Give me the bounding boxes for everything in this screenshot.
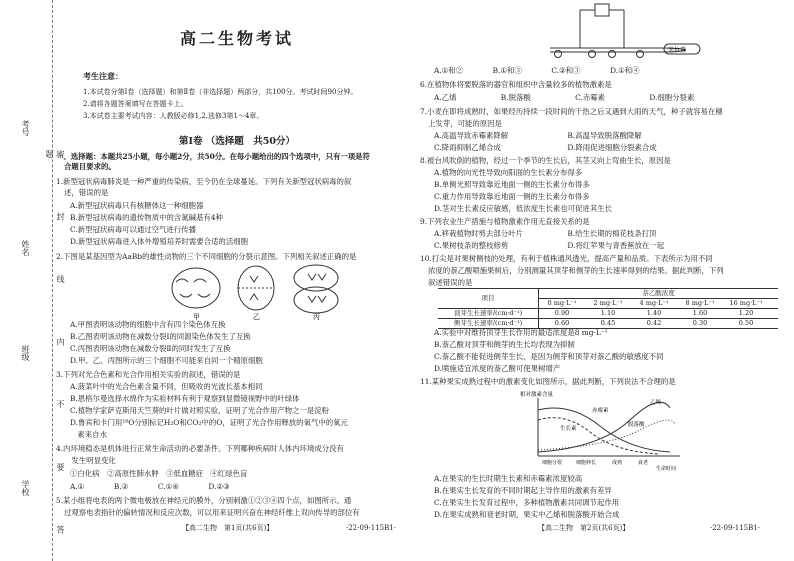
- option: C.在果实生长发育过程中，多种植物激素共同调节起作用: [434, 498, 620, 507]
- class-label: 班级: [21, 345, 30, 361]
- question-9: 9.下列农业生产措施与植物激素作用无直接关系的是: [420, 217, 590, 226]
- option: B.乙图表明该动物在减数分裂Ⅰ的同源染色体发生了互换: [70, 332, 251, 341]
- option: B.新型冠状病毒的遗传物质中的含氮碱基有4种: [70, 213, 223, 222]
- option: D.新型冠状病毒进入体外增殖培养时需要合适的活细胞: [70, 237, 248, 246]
- nerve-electrode-figure: [540, 2, 720, 60]
- question-6: 6.在植物体将要脱落的器官和组织中含量较多的植物激素是: [420, 80, 612, 89]
- table-cell: 0.30: [692, 319, 708, 327]
- option: A.甲图表明该动物的细胞中含有四个染色体互换: [70, 320, 226, 329]
- option: 素来自水: [70, 430, 107, 439]
- option: A.新型冠状病毒只有核糖体这一种细胞器: [70, 201, 204, 210]
- footer-page: 【高二生物 第2页(共6页)】: [538, 524, 630, 532]
- fig-label: 甲: [193, 313, 200, 320]
- curve-label: 赤霉素: [592, 408, 609, 414]
- section-heading: 第Ⅰ卷 （选择题 共50分）: [179, 136, 295, 147]
- question-11: 11.某种果实成熟过程中的激素变化如图所示，据此判断，下列说法不合理的是: [420, 377, 676, 386]
- notice-line: 3.本试卷主要考试内容：人教版必修1,2,选修3第1～4章。: [83, 112, 264, 120]
- question-10: 浓度的萘乙酸喷施果树后，分别测量其顶芽和侧芽的生长速率得到的结果。据此判断，下列: [428, 266, 724, 275]
- instruction: 合题目要求的。: [64, 162, 116, 171]
- table-cell: 1.40: [646, 309, 662, 317]
- question-5: 过观察电表指针的偏转情况和反应次数，可以用来证明兴奋在神经纤维上双向传导的部位有: [64, 508, 360, 517]
- table-cell: 1.10: [600, 309, 616, 317]
- y-axis-label: 相对激素含量: [520, 392, 554, 398]
- page-title: 高二生物考试: [179, 29, 294, 48]
- question-5: 5.某小组将电表的两个微电极放在神经元的膜外，分别刺激①②③④四个点，如图所示。通: [56, 496, 352, 505]
- option: A.在果实的生长时期生长素和赤霉素浓度较高: [434, 474, 583, 483]
- option: D.甲、乙、丙图所示的三个细胞不可能来自同一个精原细胞: [70, 356, 263, 365]
- option: B.单侧光照导致靠近地面一侧的生长素分布得多: [434, 180, 590, 189]
- table-col-headers: [539, 299, 778, 308]
- x-label: 成熟: [612, 460, 623, 466]
- question-4: 发生明显变化: [64, 456, 116, 465]
- table-col-header: 0 mg·L⁻¹: [547, 299, 577, 307]
- curve-label: 脱落酸: [628, 422, 645, 428]
- curve-label: 乙烯: [650, 400, 662, 406]
- table-cell: 1.20: [738, 309, 754, 317]
- question-10: 10.打尖是对果树侧枝的处理，有利于植株通风透光，提高产量和品质。下表所示为用不同: [420, 254, 713, 263]
- table-cell: 0.42: [646, 319, 662, 327]
- fig-label: 丙: [313, 313, 320, 320]
- question-4: 4.内环境稳态是机体进行正常生命活动的必要条件。下列哪种疾病时人体内环境成分没有: [56, 444, 344, 453]
- question-2: 2.下图是某基因型为AaBb的雄性动物的三个不同细胞的分裂示意图。下列相关叙述正确的是: [56, 252, 357, 261]
- question-4-items: ①白化病 ②高原性肺水肿 ③低血糖症 ④红绿色盲: [70, 469, 248, 478]
- option: C.新型冠状病毒可以通过空气进行传播: [70, 225, 196, 234]
- question-1: 1.新型冠状病毒肺炎是一种严重的传染病，至今仍在全球蔓延。下列有关新型冠状病毒的叙: [56, 177, 352, 186]
- meter-icon: [595, 4, 609, 16]
- table-col-header: 2 mg·L⁻¹: [593, 299, 623, 307]
- table-col-header: 4 mg·L⁻¹: [639, 299, 669, 307]
- question-7: 7.小麦在即将成熟时，如果经历持续一段时间的干热之后又遇到大雨的天气，种子就容易在穗: [420, 107, 723, 116]
- option: A.植物的向光性导致向阳面的生长素分布得多: [434, 168, 583, 177]
- figure-label: 坐位置: [668, 47, 687, 54]
- question-4-options: A.① B.② C.①④ D.②③: [70, 482, 230, 491]
- instruction: 一、选择题：本题共25小题，每小题2分，共50分。在每小题给出的四个选项中，只有一项是符: [56, 152, 370, 161]
- table-cell: 0.90: [554, 309, 570, 317]
- x-label: 衰老: [638, 460, 649, 466]
- cell-jia: [172, 268, 220, 308]
- option: B.恩格尔曼选择水绵作为实验材料有利于观察到显微镜视野中的叶绿体: [70, 394, 300, 403]
- name-label: 姓名: [21, 240, 30, 256]
- option: D.在果实成熟和衰老时期，果实中乙烯和脱落酸开始合成: [434, 510, 620, 519]
- option: C.丙图表明该动物在减数分裂Ⅱ的同时发生了互换: [70, 344, 231, 353]
- table-project-header: 项目: [438, 289, 539, 308]
- page-1: [56, 0, 418, 561]
- row-label: 顶芽生长速率/(cm·d⁻¹): [438, 309, 539, 318]
- question-8: 8.被台风吹倒的植物，经过一个季节的生长后，其茎又向上弯曲生长，原因是: [420, 156, 671, 165]
- footer-page: 【高二生物 第1页(共6页)】: [182, 524, 274, 532]
- question-10: 叙述错误的是: [428, 278, 473, 287]
- footer-code: ·22-09-115B1·: [710, 524, 760, 532]
- notice-title: 考生注意：: [83, 71, 123, 81]
- option: A.移栽植物时剪去部分叶片 B.给生长期的棉花枝条打顶: [434, 229, 657, 238]
- page-2: [420, 0, 788, 561]
- table-col-header: 8 mg·L⁻¹: [685, 299, 715, 307]
- x-label: 细胞分裂: [542, 460, 563, 466]
- cell-division-figure: [166, 264, 346, 320]
- table-cell: 0.45: [600, 319, 616, 327]
- option: A.菠菜叶中的光合色素含量不同，但吸收的光波长基本相同: [70, 382, 263, 391]
- question-7: 上发芽，可能的原因是: [428, 119, 502, 128]
- kaohao-label: 考号: [21, 120, 30, 136]
- fig-label: 乙: [253, 313, 260, 320]
- school-label: 学校: [21, 480, 30, 496]
- option: A.实验中对维持顶芽生长作用的最适浓度是8 mg·L⁻¹: [434, 328, 608, 337]
- footer-code: ·22-09-115B1·: [346, 524, 396, 532]
- table-cell: 0.50: [738, 319, 754, 327]
- question-3: 3.下列对光合色素和光合作用相关实验的叙述，错误的是: [56, 370, 241, 379]
- question-1: 述，错误的是: [64, 188, 109, 197]
- option: D.喷施适宜浓度的萘乙酸可使果树增产: [434, 364, 561, 373]
- notice-line: 1.本试卷分第Ⅰ卷（选择题）和第Ⅱ卷（非选择题）两部分，共100分。考试时间90分钟。: [83, 88, 358, 96]
- curve-gibberellin: [538, 408, 670, 452]
- x-axis-end: 生命时间: [656, 466, 677, 472]
- option: B.萘乙酸对顶芽和侧芽的生长均表现为抑制: [434, 340, 575, 349]
- notice-line: 2.请将各题答案填写在答题卡上。: [83, 100, 188, 108]
- option: C.植物学家萨克斯用天竺葵的叶片做对照实验，证明了光合作用产物之一是淀粉: [70, 406, 330, 415]
- option: A.乙烯 B.脱落酸 C.赤霉素 D.细胞分裂素: [434, 93, 695, 102]
- option: D.茎对生长素反应敏感，低浓度生长素也可促进其生长: [434, 204, 612, 213]
- table-row: [438, 309, 778, 319]
- option: C.果树枝条的整枝修剪 D.将红苹果与青香蕉放在一起: [434, 241, 665, 250]
- curve-aba: [538, 420, 675, 450]
- option: B.在果实生长发育的不同时期起主导作用的激素有差异: [434, 486, 612, 495]
- option: C.降雨抑制乙烯合成 D.降雨促进细胞分裂素合成: [434, 143, 657, 152]
- x-label: 细胞伸长: [576, 460, 597, 466]
- table-cell: 1.60: [692, 309, 708, 317]
- binding-margin: [0, 0, 65, 561]
- option: A.高温导致赤霉素降解 B.高温导致脱落酸降解: [434, 131, 642, 140]
- table-cell: 0.60: [554, 319, 570, 327]
- naa-table: [438, 288, 778, 329]
- option: D.鲁宾和卡门用¹⁸O分别标记H₂O和CO₂中的O，证明了光合作用释放的氧气中的氧元: [70, 418, 348, 427]
- option: C.萘乙酸不能促进侧芽生长，是因为侧芽和顶芽对萘乙酸的敏感度不同: [434, 352, 664, 361]
- curve-label: 生长素: [560, 426, 577, 432]
- hormone-graph: [520, 390, 690, 472]
- seal-line-text: 密 封 线 内 不 要 答 题: [45, 150, 65, 560]
- table-col-header: 16 mg·L⁻¹: [729, 299, 763, 307]
- row-label: 侧芽生长速率/(cm·d⁻¹): [438, 319, 539, 328]
- question-5-options: A.①和② B.①和③ C.②和③ D.①和④: [434, 66, 640, 75]
- table-header: 萘乙酸浓度: [539, 289, 778, 299]
- option: C.重力作用导致靠近地面一侧的生长素分布得多: [434, 192, 590, 201]
